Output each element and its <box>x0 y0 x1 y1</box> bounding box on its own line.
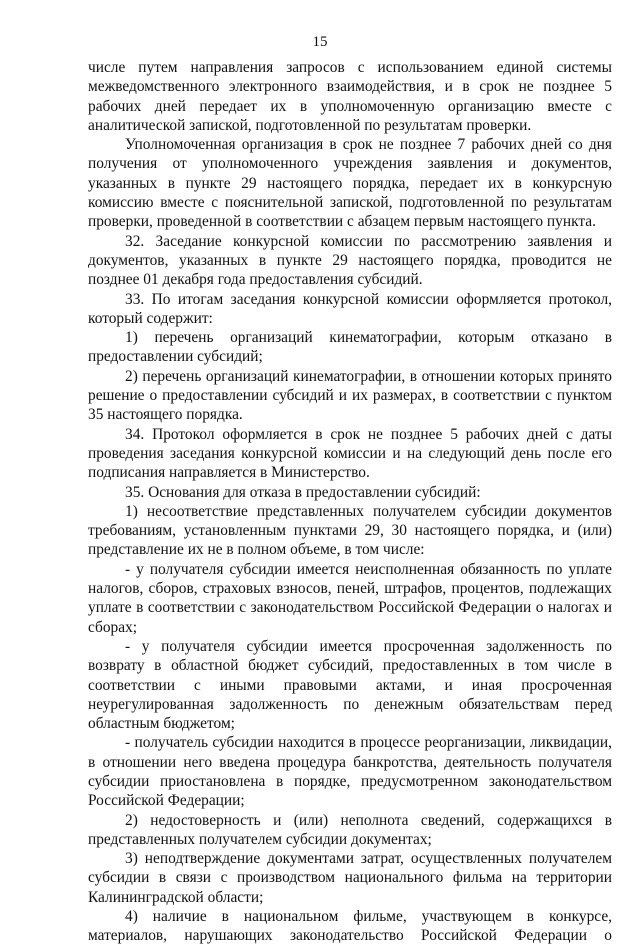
paragraph-35-item-4: 4) наличие в национальном фильме, участвующем в конкурсе, материалов, нарушающих законодательство Российской Федерации о <box>88 908 612 945</box>
paragraph-33-item-2: 2) перечень организаций кинематографии, в отношении которых принято решение о предоставлении субсидий и их размерах, в соответствии с пунктом 35 настоящего порядка. <box>88 367 612 424</box>
paragraph-35: 35. Основания для отказа в предоставлении субсидий: <box>125 483 481 501</box>
paragraph-intro-continuation: числе путем направления запросов с использованием единой системы межведомственного электронного взаимодействия, и в срок не позднее 5 рабочих дней передает их в уполномоченную организацию вместе с аналитической запиской, подготовленной по результатам проверки. <box>88 59 612 134</box>
paragraph-35-item-1: 1) несоответствие представленных получателем субсидии документов требованиям, установленным пунктами 29, 30 настоящего порядка, и (или) представление их не в полном объеме, в том числе: <box>88 502 612 559</box>
paragraph-31-second: Уполномоченная организация в срок не позднее 7 рабочих дней со дня получения от уполномоченного учреждения заявления и документов, указанных в пункте 29 настоящего порядка, передает их в конкурсную комиссию вместе с пояснительной запиской, подготовленной по результатам проверки, проведенной в соответствии с абзацем первым настоящего пункта. <box>88 136 612 231</box>
paragraph-35-item-3: 3) неподтверждение документами затрат, осуществленных получателем субсидии в связи с производством национального фильма на территории Калининградской области; <box>88 850 612 906</box>
paragraph-35-dash-1: - у получателя субсидии имеется неисполненная обязанность по уплате налогов, сборов, страховых взносов, пеней, штрафов, процентов, подлежащих уплате в соответствии с законодательством Российской Федерации о налогах и сборах; <box>88 560 612 636</box>
paragraph-33-item-1: 1) перечень организаций кинематографии, которым отказано в предоставлении субсидий; <box>88 329 612 366</box>
paragraph-35-item-2: 2) недостоверность и (или) неполнота сведений, содержащихся в представленных получателем субсидии документах; <box>88 811 612 848</box>
paragraph-34: 34. Протокол оформляется в срок не позднее 5 рабочих дней с даты проведения заседания конкурсной комиссии и на следующий день после его подписания направляется в Министерство. <box>88 425 612 482</box>
paragraph-33: 33. По итогам заседания конкурсной комиссии оформляется протокол, который содержит: <box>88 290 612 327</box>
document-body <box>88 58 612 946</box>
page-number: 15 <box>312 34 328 50</box>
paragraph-35-dash-2: - у получателя субсидии имеется просроченная задолженность по возврату в областной бюджет субсидий, предоставленных в том числе в соответствии с иными правовыми актами, и иная просроченная неурегулированная задолженность по денежным обязательствам перед областным бюджетом; <box>88 637 612 733</box>
paragraph-32: 32. Заседание конкурсной комиссии по рассмотрению заявления и документов, указанных в пункте 29 настоящего порядка, проводится не позднее 01 декабря года предоставления субсидий. <box>88 232 612 289</box>
paragraph-35-dash-3: - получатель субсидии находится в процессе реорганизации, ликвидации, в отношении него введена процедура банкротства, деятельность получателя субсидии приостановлена в порядке, предусмотренном законодательством Российской Федерации; <box>88 734 612 810</box>
